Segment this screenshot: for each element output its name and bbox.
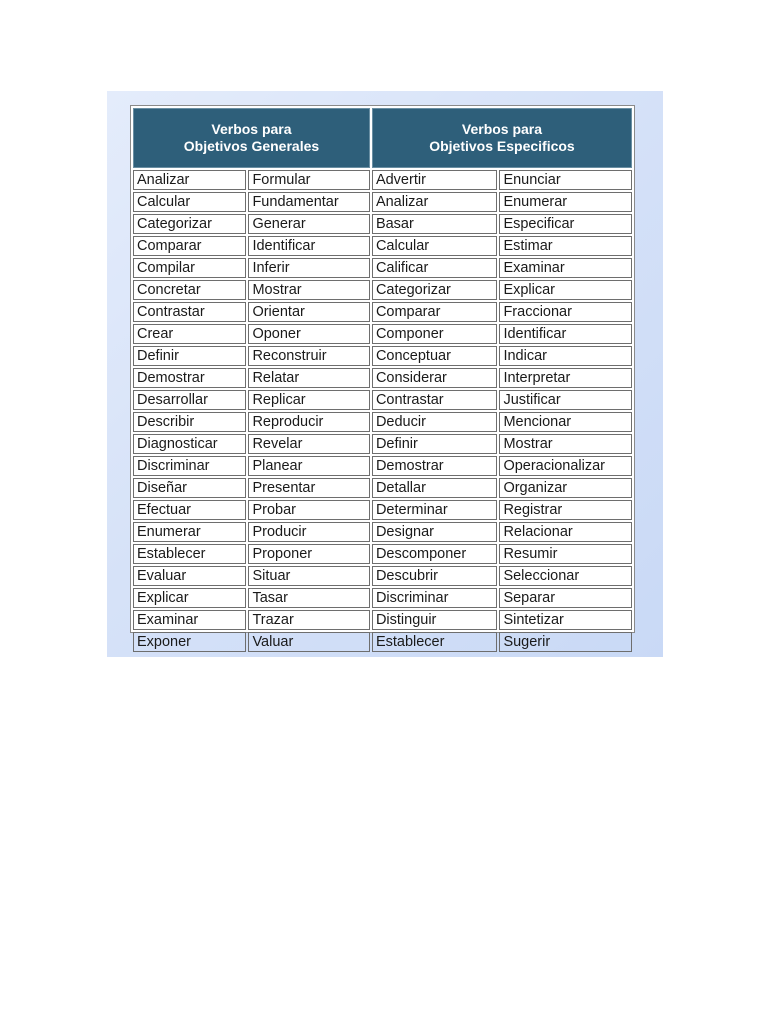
general-verb-a-cell: Comparar: [133, 236, 246, 256]
table-row: [133, 566, 632, 586]
general-verb-a-cell: Calcular: [133, 192, 246, 212]
general-verb-b-cell: Trazar: [248, 610, 369, 630]
general-verb-b-cell: Tasar: [248, 588, 369, 608]
specific-verb-b-cell: Enumerar: [499, 192, 632, 212]
verbs-table: [131, 106, 634, 654]
table-row: [133, 170, 632, 190]
specific-verb-b-cell: Resumir: [499, 544, 632, 564]
specific-verb-b-cell: Especificar: [499, 214, 632, 234]
specific-verb-a-cell: Basar: [372, 214, 498, 234]
specific-verb-b-cell: Sintetizar: [499, 610, 632, 630]
specific-verb-b-cell: Registrar: [499, 500, 632, 520]
specific-verb-a-cell: Calificar: [372, 258, 498, 278]
general-verb-b-cell: Valuar: [248, 632, 369, 652]
specific-verb-b-cell: Enunciar: [499, 170, 632, 190]
general-verb-b-cell: Generar: [248, 214, 369, 234]
table-row: [133, 544, 632, 564]
specific-verb-a-cell: Establecer: [372, 632, 498, 652]
specific-verb-a-cell: Categorizar: [372, 280, 498, 300]
general-verb-a-cell: Diagnosticar: [133, 434, 246, 454]
general-verb-b-cell: Probar: [248, 500, 369, 520]
table-row: [133, 324, 632, 344]
specific-verb-a-cell: Calcular: [372, 236, 498, 256]
general-verb-a-cell: Discriminar: [133, 456, 246, 476]
general-verb-a-cell: Contrastar: [133, 302, 246, 322]
general-verb-a-cell: Demostrar: [133, 368, 246, 388]
table-row: [133, 500, 632, 520]
table-row: [133, 258, 632, 278]
specific-verb-a-cell: Contrastar: [372, 390, 498, 410]
general-verb-a-cell: Examinar: [133, 610, 246, 630]
table-row: [133, 632, 632, 652]
general-verb-b-cell: Mostrar: [248, 280, 369, 300]
general-verb-b-cell: Proponer: [248, 544, 369, 564]
specific-verb-b-cell: Mostrar: [499, 434, 632, 454]
general-verb-b-cell: Presentar: [248, 478, 369, 498]
general-verb-b-cell: Situar: [248, 566, 369, 586]
general-verb-a-cell: Diseñar: [133, 478, 246, 498]
specific-verb-a-cell: Determinar: [372, 500, 498, 520]
table-row: [133, 368, 632, 388]
general-verb-b-cell: Planear: [248, 456, 369, 476]
table-header-row: [133, 108, 632, 168]
specific-verb-a-cell: Discriminar: [372, 588, 498, 608]
specific-verb-a-cell: Definir: [372, 434, 498, 454]
specific-verb-b-cell: Sugerir: [499, 632, 632, 652]
general-verb-b-cell: Formular: [248, 170, 369, 190]
specific-verb-a-cell: Comparar: [372, 302, 498, 322]
header-specific-line1: Verbos para: [461, 121, 543, 137]
specific-verb-b-cell: Operacionalizar: [499, 456, 632, 476]
verbs-table-frame: [130, 105, 635, 650]
general-verb-b-cell: Revelar: [248, 434, 369, 454]
specific-verb-b-cell: Seleccionar: [499, 566, 632, 586]
table-row: [133, 192, 632, 212]
header-specific-line2: Objetivos Especificos: [429, 138, 575, 154]
table-row: [133, 346, 632, 366]
general-verb-b-cell: Identificar: [248, 236, 369, 256]
specific-verb-a-cell: Designar: [372, 522, 498, 542]
table-row: [133, 588, 632, 608]
specific-verb-b-cell: Explicar: [499, 280, 632, 300]
general-verb-b-cell: Reconstruir: [248, 346, 369, 366]
specific-verb-b-cell: Fraccionar: [499, 302, 632, 322]
specific-verb-b-cell: Indicar: [499, 346, 632, 366]
specific-verb-b-cell: Examinar: [499, 258, 632, 278]
table-row: [133, 434, 632, 454]
specific-verb-b-cell: Identificar: [499, 324, 632, 344]
header-specific-objectives: [372, 108, 632, 168]
table-row: [133, 456, 632, 476]
general-verb-a-cell: Exponer: [133, 632, 246, 652]
specific-verb-b-cell: Interpretar: [499, 368, 632, 388]
specific-verb-a-cell: Considerar: [372, 368, 498, 388]
specific-verb-b-cell: Organizar: [499, 478, 632, 498]
table-row: [133, 280, 632, 300]
general-verb-b-cell: Orientar: [248, 302, 369, 322]
general-verb-b-cell: Relatar: [248, 368, 369, 388]
specific-verb-a-cell: Componer: [372, 324, 498, 344]
table-row: [133, 302, 632, 322]
general-verb-a-cell: Concretar: [133, 280, 246, 300]
table-row: [133, 390, 632, 410]
specific-verb-b-cell: Estimar: [499, 236, 632, 256]
general-verb-a-cell: Evaluar: [133, 566, 246, 586]
header-general-line2: Objetivos Generales: [183, 138, 320, 154]
general-verb-a-cell: Compilar: [133, 258, 246, 278]
general-verb-b-cell: Producir: [248, 522, 369, 542]
general-verb-a-cell: Desarrollar: [133, 390, 246, 410]
general-verb-a-cell: Describir: [133, 412, 246, 432]
general-verb-b-cell: Inferir: [248, 258, 369, 278]
specific-verb-a-cell: Demostrar: [372, 456, 498, 476]
table-row: [133, 610, 632, 630]
general-verb-b-cell: Fundamentar: [248, 192, 369, 212]
header-general-line1: Verbos para: [211, 121, 292, 137]
general-verb-a-cell: Analizar: [133, 170, 246, 190]
table-row: [133, 478, 632, 498]
table-row: [133, 412, 632, 432]
specific-verb-b-cell: Justificar: [499, 390, 632, 410]
general-verb-b-cell: Oponer: [248, 324, 369, 344]
general-verb-a-cell: Enumerar: [133, 522, 246, 542]
general-verb-b-cell: Reproducir: [248, 412, 369, 432]
general-verb-a-cell: Efectuar: [133, 500, 246, 520]
specific-verb-b-cell: Relacionar: [499, 522, 632, 542]
specific-verb-b-cell: Separar: [499, 588, 632, 608]
general-verb-a-cell: Crear: [133, 324, 246, 344]
header-general-objectives: [133, 108, 370, 168]
specific-verb-a-cell: Descomponer: [372, 544, 498, 564]
table-row: [133, 236, 632, 256]
general-verb-a-cell: Explicar: [133, 588, 246, 608]
specific-verb-a-cell: Deducir: [372, 412, 498, 432]
specific-verb-a-cell: Distinguir: [372, 610, 498, 630]
general-verb-a-cell: Categorizar: [133, 214, 246, 234]
specific-verb-a-cell: Advertir: [372, 170, 498, 190]
table-body: [133, 170, 632, 652]
general-verb-b-cell: Replicar: [248, 390, 369, 410]
table-row: [133, 214, 632, 234]
general-verb-a-cell: Definir: [133, 346, 246, 366]
specific-verb-a-cell: Conceptuar: [372, 346, 498, 366]
specific-verb-a-cell: Detallar: [372, 478, 498, 498]
table-row: [133, 522, 632, 542]
specific-verb-a-cell: Descubrir: [372, 566, 498, 586]
specific-verb-b-cell: Mencionar: [499, 412, 632, 432]
general-verb-a-cell: Establecer: [133, 544, 246, 564]
specific-verb-a-cell: Analizar: [372, 192, 498, 212]
